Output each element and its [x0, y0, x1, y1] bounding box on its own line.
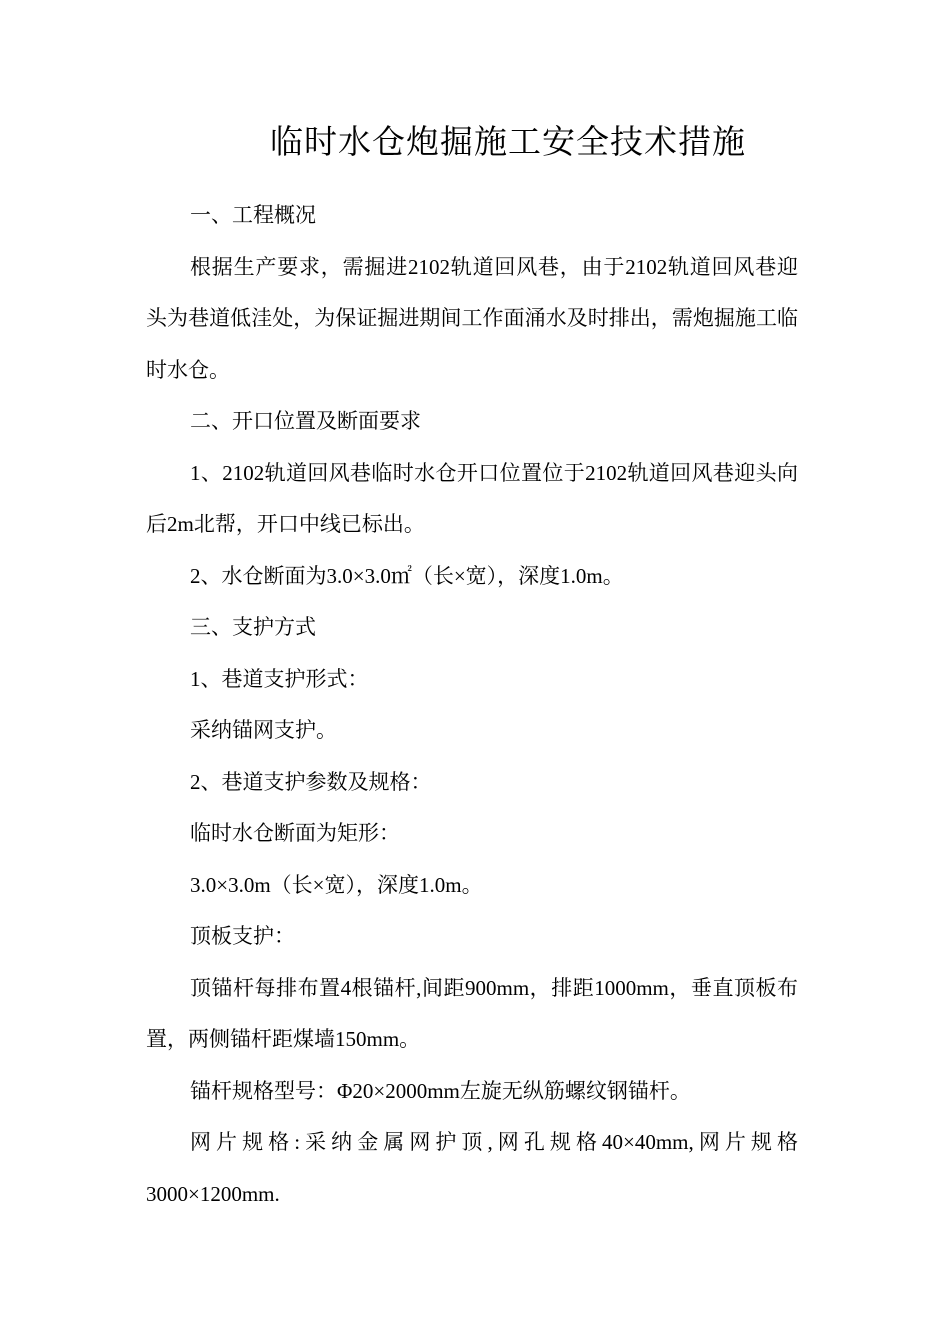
document-body: [146, 190, 798, 1220]
section-heading-overview: 一、工程概况: [190, 203, 316, 227]
paragraph-background: 根据生产要求，需掘进2102轨道回风巷，由于2102轨道回风巷迎头为巷道低洼处，为保证掘进期间工作面涌水及时排出，需炮掘施工临时水仓。: [146, 254, 798, 382]
paragraph-dimensions: 3.0×3.0m（长×宽），深度1.0m。: [190, 872, 483, 897]
paragraph-support-method: 采纳锚网支护。: [190, 718, 337, 742]
paragraph-support-form: 1、巷道支护形式：: [190, 666, 369, 691]
paragraph-roof-bolts: 顶锚杆每排布置4根锚杆,间距900mm，排距1000mm，垂直顶板布置，两侧锚杆距煤墙150mm。: [146, 975, 798, 1051]
paragraph-bolt-spec: 锚杆规格型号：Φ20×2000mm左旋无纵筋螺纹钢锚杆。: [190, 1078, 691, 1103]
paragraph-section-shape: 临时水仓断面为矩形：: [190, 821, 400, 845]
section-heading-support: 三、支护方式: [190, 615, 316, 639]
paragraph-mesh-spec: 网片规格:采纳金属网护顶,网孔规格40×40mm,网片规格3000×1200mm.: [146, 1130, 798, 1206]
document-title: 临时水仓炮掘施工安全技术措施: [270, 125, 746, 161]
paragraph-opening-position: 1、2102轨道回风巷临时水仓开口位置位于2102轨道回风巷迎头向后2m北帮，开口中线已标出。: [146, 460, 798, 536]
paragraph-cross-section: 2、水仓断面为3.0×3.0㎡（长×宽），深度1.0m。: [190, 563, 624, 588]
paragraph-roof-support: 顶板支护：: [190, 924, 295, 948]
paragraph-support-params: 2、巷道支护参数及规格：: [190, 769, 432, 794]
section-heading-opening: 二、开口位置及断面要求: [190, 409, 421, 433]
